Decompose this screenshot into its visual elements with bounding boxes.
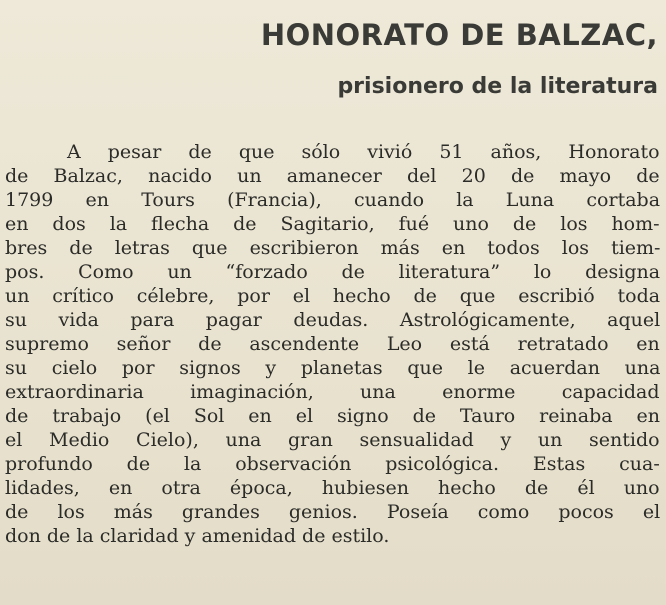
body-line: su cielo por signos y planetas que le acuerdan una [5, 357, 661, 379]
body-line: don de la claridad y amenidad de estilo. [5, 525, 390, 547]
body-line: lidades, en otra época, hubiesen hecho de él uno [5, 477, 660, 499]
body-line: en dos la flecha de Sagitario, fué uno de los hom- [5, 213, 660, 235]
body-line: de los más grandes genios. Poseía como pocos el [5, 501, 661, 523]
body-line: un crítico célebre, por el hecho de que escribió toda [5, 285, 661, 307]
body-line: extraordinaria imaginación, una enorme capacidad [5, 381, 660, 403]
body-line: 1799 en Tours (Francia), cuando la Luna cortaba [5, 189, 661, 211]
body-line: pos. Como un “forzado de literatura” lo designa [5, 261, 661, 283]
body-line: profundo de la observación psicológica. Estas cua- [5, 453, 660, 475]
body-line: supremo señor de ascendente Leo está retratado en [5, 333, 660, 355]
body-line: de Balzac, nacido un amanecer del 20 de mayo de [5, 165, 660, 187]
body-line: A pesar de que sólo vivió 51 años, Honorato [67, 141, 660, 163]
article-subheadline: prisionero de la literatura [337, 74, 658, 99]
body-line: bres de letras que escribieron más en todos los tiem- [5, 237, 661, 259]
article-headline: HONORATO DE BALZAC, [260, 18, 658, 52]
body-line: su vida para pagar deudas. Astrológicamente, aquel [5, 309, 661, 331]
body-line: de trabajo (el Sol en el signo de Tauro reinaba en [5, 405, 661, 427]
body-line: el Medio Cielo), una gran sensualidad y un sentido [5, 429, 660, 451]
